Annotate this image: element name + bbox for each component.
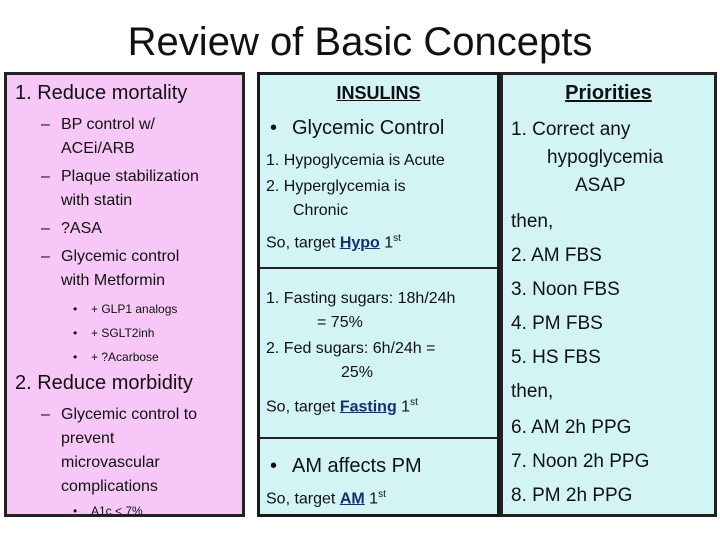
then-label: then, xyxy=(511,381,554,402)
sub-item-text: ACEi/ARB xyxy=(61,140,135,157)
rank-suffix: st xyxy=(378,489,386,500)
am-affects-pm-bullet: AM affects PM xyxy=(292,455,422,477)
list-item: 1. Fasting sugars: 18h/24h xyxy=(266,290,456,307)
page-title: Review of Basic Concepts xyxy=(127,20,593,64)
am-emphasis: AM xyxy=(339,490,365,508)
sub-item-text: BP control w/ xyxy=(61,116,155,133)
list-item-continued: = 75% xyxy=(317,314,363,331)
list-item: 1. Hypoglycemia is Acute xyxy=(266,152,445,169)
sub-item-text: complications xyxy=(61,478,158,495)
reduce-morbidity-item: 2. Reduce morbidity xyxy=(15,372,193,394)
insulins-heading: INSULINS xyxy=(336,83,421,103)
sub-item-text: Glycemic control to xyxy=(61,406,198,423)
target-fasting-line xyxy=(266,391,418,419)
reduce-mortality-item: 1. Reduce mortality xyxy=(15,82,188,104)
glycemic-control-bullet: Glycemic Control xyxy=(292,117,445,139)
bullet-dot-icon: • xyxy=(73,302,78,316)
target-hypo-line xyxy=(266,227,401,255)
priority-item: 8. PM 2h PPG xyxy=(511,485,633,506)
bullet-text: + SGLT2inh xyxy=(91,326,155,340)
rank-number: 1 xyxy=(396,398,411,416)
priority-item: 1. Correct any xyxy=(511,119,631,140)
hypo-emphasis: Hypo xyxy=(339,234,380,252)
dash-marker: – xyxy=(41,406,50,423)
list-item: 2. Hyperglycemia is xyxy=(266,178,406,195)
sub-item-text: prevent xyxy=(61,430,115,447)
rank-suffix: st xyxy=(393,233,401,244)
priority-item: 2. AM FBS xyxy=(511,245,602,266)
sub-item-text: ?ASA xyxy=(61,220,102,237)
mortality-morbidity-panel xyxy=(4,72,245,517)
priority-item: 5. HS FBS xyxy=(511,347,601,368)
dash-marker: – xyxy=(41,248,50,265)
priority-item: 4. PM FBS xyxy=(511,313,603,334)
section-divider xyxy=(260,437,497,439)
target-am-line xyxy=(266,483,386,511)
bullet-dot-icon: • xyxy=(270,117,278,139)
then-label: then, xyxy=(511,211,554,232)
priority-item: 6. AM 2h PPG xyxy=(511,417,632,438)
rank-suffix: st xyxy=(410,397,418,408)
sub-item-text: Plaque stabilization xyxy=(61,168,199,185)
dash-marker: – xyxy=(41,168,50,185)
bullet-text: A1c < 7% xyxy=(91,504,143,518)
priority-item: 3. Noon FBS xyxy=(511,279,620,300)
dash-marker: – xyxy=(41,116,50,133)
bullet-dot-icon: • xyxy=(73,326,78,340)
priority-item-continued: hypoglycemia xyxy=(547,147,664,168)
bullet-dot-icon: • xyxy=(73,504,78,518)
so-target-text: So, target xyxy=(266,490,340,508)
sub-item-text: with Metformin xyxy=(61,272,166,289)
section-divider xyxy=(260,267,497,269)
priorities-panel xyxy=(500,72,717,517)
priorities-heading: Priorities xyxy=(565,82,652,104)
so-target-text: So, target xyxy=(266,234,340,252)
so-target-text: So, target xyxy=(266,398,340,416)
list-item-continued: Chronic xyxy=(293,202,349,219)
sub-item-text: microvascular xyxy=(61,454,160,471)
insulins-panel xyxy=(257,72,500,517)
bullet-text: + GLP1 analogs xyxy=(91,302,178,316)
dash-marker: – xyxy=(41,220,50,237)
fasting-emphasis: Fasting xyxy=(339,398,397,416)
rank-number: 1 xyxy=(379,234,394,252)
sub-item-text: Glycemic control xyxy=(61,248,180,265)
bullet-text: + ?Acarbose xyxy=(91,350,159,364)
priority-item: 7. Noon 2h PPG xyxy=(511,451,650,472)
rank-number: 1 xyxy=(364,490,379,508)
list-item: 2. Fed sugars: 6h/24h = xyxy=(266,340,436,357)
bullet-dot-icon: • xyxy=(73,350,78,364)
priority-item-continued: ASAP xyxy=(575,175,626,196)
bullet-dot-icon: • xyxy=(270,455,278,477)
list-item-continued: 25% xyxy=(341,364,374,381)
sub-item-text: with statin xyxy=(61,192,133,209)
